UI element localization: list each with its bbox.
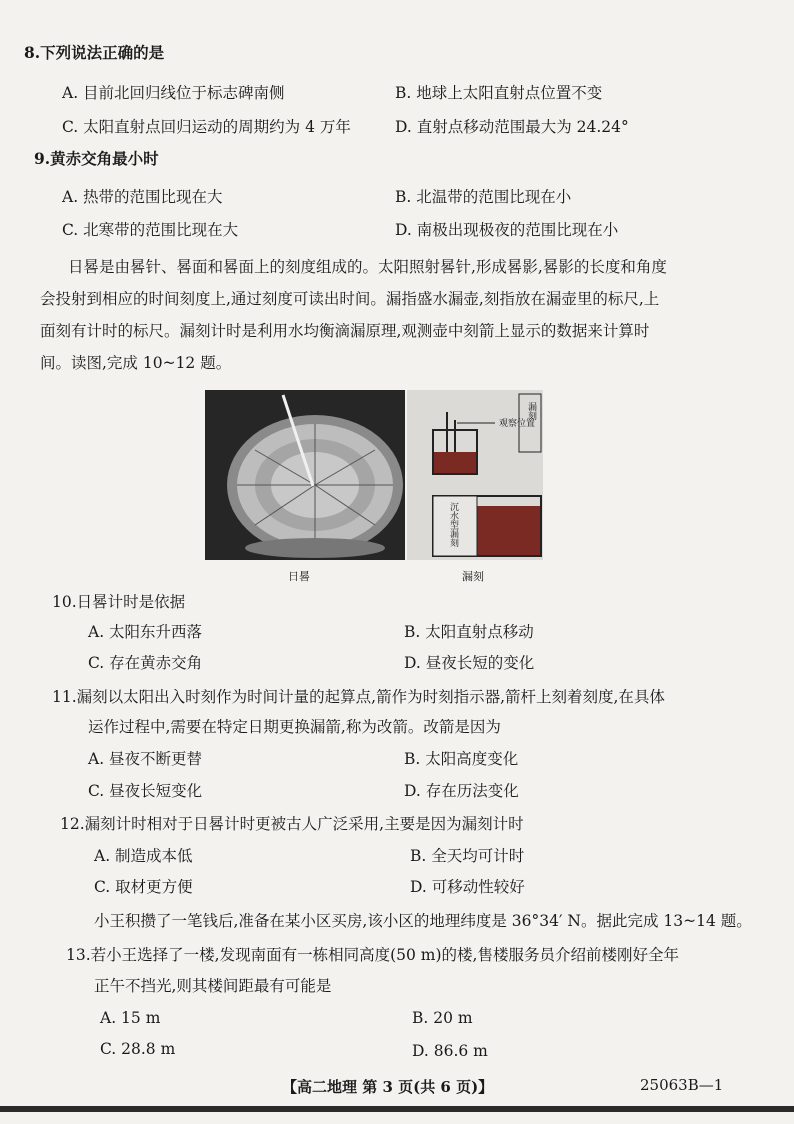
q11-stem-line1: 11.漏刻以太阳出入时刻作为时间计量的起算点,箭作为时刻指示器,箭杆上刻着刻度,在具体 xyxy=(52,688,665,706)
q9-option-a: A. 热带的范围比现在大 xyxy=(62,188,223,206)
q13-stem-line2: 正午不挡光,则其楼间距最有可能是 xyxy=(94,977,332,995)
q10-option-d: D. 昼夜长短的变化 xyxy=(404,654,535,672)
q12-option-d: D. 可移动性较好 xyxy=(410,878,525,896)
q8-stem: 8.下列说法正确的是 xyxy=(24,43,165,62)
q9-option-d: D. 南极出现极夜的范围比现在小 xyxy=(395,221,619,239)
q9-option-c: C. 北寒带的范围比现在大 xyxy=(62,221,239,239)
q13-option-b: B. 20 m xyxy=(412,1009,473,1027)
q8-option-d: D. 直射点移动范围最大为 24.24° xyxy=(395,118,629,136)
observe-position-label: 观察位置 xyxy=(499,419,536,429)
sundial-illustration xyxy=(205,390,405,560)
q8-option-a: A. 目前北回归线位于标志碑南侧 xyxy=(62,84,285,102)
q9-stem: 9.黄赤交角最小时 xyxy=(34,149,159,168)
material1-line3: 面刻有计时的标尺。漏刻计时是利用水均衡滴漏原理,观测壶中刻箭上显示的数据来计算时 xyxy=(40,322,650,340)
q12-stem: 12.漏刻计时相对于日晷计时更被古人广泛采用,主要是因为漏刻计时 xyxy=(60,815,524,833)
bottom-border xyxy=(0,1106,794,1112)
clepsydra-diagram xyxy=(407,390,543,560)
q8-option-b: B. 地球上太阳直射点位置不变 xyxy=(395,84,603,102)
sundial-clepsydra-figure xyxy=(205,390,543,560)
material1-line1: 日晷是由晷针、晷面和晷面上的刻度组成的。太阳照射晷针,形成晷影,晷影的长度和角度 xyxy=(68,258,667,276)
q11-option-c: C. 昼夜长短变化 xyxy=(88,782,203,800)
material1-line4: 间。读图,完成 10~12 题。 xyxy=(40,354,232,372)
clepsydra-caption: 漏刻 xyxy=(462,570,484,583)
q10-stem: 10.日晷计时是依据 xyxy=(52,593,186,611)
q13-stem-line1: 13.若小王选择了一楼,发现南面有一栋相同高度(50 m)的楼,售楼服务员介绍前楼刚好全年 xyxy=(66,946,679,964)
clepsydra-title-label: 漏刻 xyxy=(526,402,536,420)
q11-option-b: B. 太阳高度变化 xyxy=(404,750,519,768)
q11-stem-line2: 运作过程中,需要在特定日期更换漏箭,称为改箭。改箭是因为 xyxy=(88,718,501,736)
q9-option-b: B. 北温带的范围比现在小 xyxy=(395,188,572,206)
q13-option-c: C. 28.8 m xyxy=(100,1040,176,1058)
q11-option-d: D. 存在历法变化 xyxy=(404,782,519,800)
q12-option-a: A. 制造成本低 xyxy=(94,847,193,865)
q12-option-b: B. 全天均可计时 xyxy=(410,847,525,865)
q10-option-a: A. 太阳东升西落 xyxy=(88,623,203,641)
exam-code: 25063B—1 xyxy=(640,1076,724,1094)
material1-line2: 会投射到相应的时间刻度上,通过刻度可读出时间。漏指盛水漏壶,刻指放在漏壶里的标尺,上 xyxy=(40,290,660,308)
sundial-caption: 日晷 xyxy=(288,570,310,583)
q10-option-c: C. 存在黄赤交角 xyxy=(88,654,203,672)
sundial-photo xyxy=(205,390,405,560)
material2: 小王积攒了一笔钱后,准备在某小区买房,该小区的地理纬度是 36°34′ N。据此完成 13~14 题。 xyxy=(94,912,752,930)
q8-option-c: C. 太阳直射点回归运动的周期约为 4 万年 xyxy=(62,118,351,136)
q13-option-d: D. 86.6 m xyxy=(412,1042,488,1060)
q10-option-b: B. 太阳直射点移动 xyxy=(404,623,534,641)
q13-option-a: A. 15 m xyxy=(100,1009,161,1027)
sink-type-label: 沉水型漏刻 xyxy=(448,502,458,547)
q12-option-c: C. 取材更方便 xyxy=(94,878,193,896)
q11-option-a: A. 昼夜不断更替 xyxy=(88,750,203,768)
page-footer-label: 【高二地理 第 3 页(共 6 页)】 xyxy=(282,1078,494,1096)
